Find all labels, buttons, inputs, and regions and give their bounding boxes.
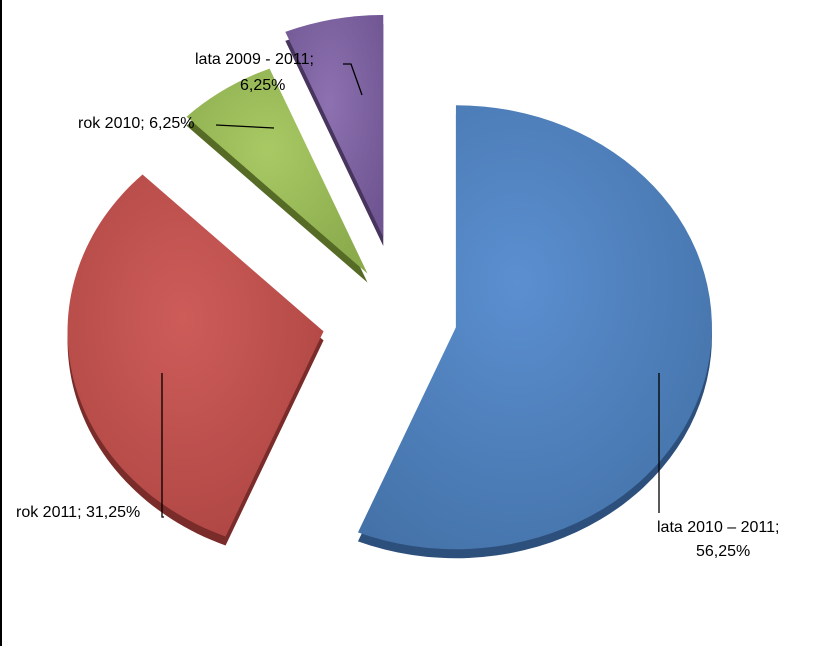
- slice-label-lata-2010-2011-line2: 56,25%: [696, 543, 751, 560]
- slice-rok-2011-face: [68, 174, 324, 536]
- slice-label-rok-2010: rok 2010; 6,25%: [78, 115, 195, 132]
- pie-chart: [2, 0, 832, 646]
- slice-rok-2011: [68, 174, 324, 545]
- slice-label-lata-2009-2011-line1: lata 2009 - 2011;: [195, 51, 314, 68]
- slice-label-rok-2011: rok 2011; 31,25%: [16, 504, 141, 521]
- slice-label-lata-2010-2011-line1: lata 2010 – 2011;: [657, 519, 780, 536]
- slice-label-lata-2009-2011-line2: 6,25%: [240, 77, 286, 94]
